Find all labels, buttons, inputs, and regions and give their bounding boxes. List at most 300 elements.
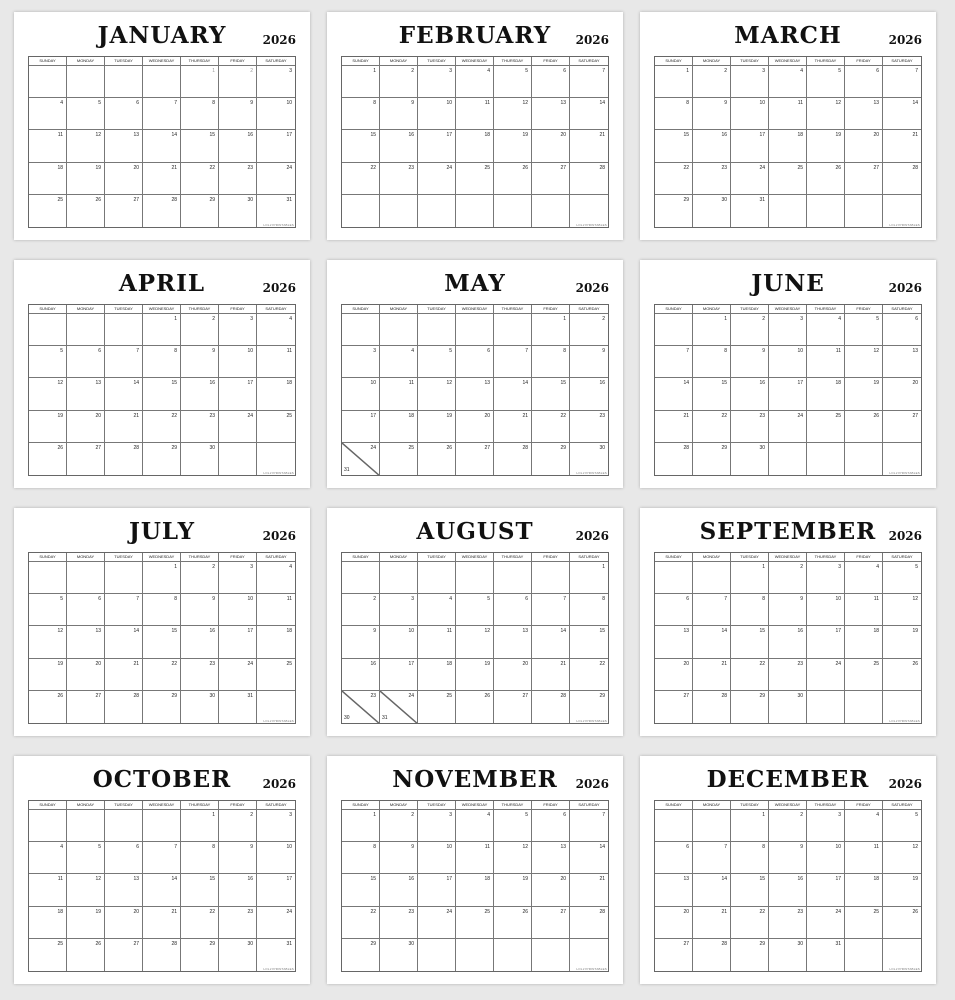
day-cell[interactable] xyxy=(105,346,143,378)
day-cell[interactable] xyxy=(845,98,883,130)
day-cell[interactable] xyxy=(532,562,570,594)
day-cell[interactable] xyxy=(731,314,769,346)
day-cell[interactable] xyxy=(883,378,921,410)
day-cell[interactable] xyxy=(456,411,494,443)
day-cell[interactable] xyxy=(807,626,845,658)
day-cell[interactable] xyxy=(769,314,807,346)
day-cell[interactable] xyxy=(380,195,418,227)
day-cell[interactable] xyxy=(29,810,67,842)
day-cell[interactable] xyxy=(494,907,532,939)
day-cell[interactable] xyxy=(257,314,295,346)
day-cell[interactable] xyxy=(418,594,456,626)
day-cell[interactable] xyxy=(380,810,418,842)
day-cell[interactable] xyxy=(456,810,494,842)
day-cell[interactable] xyxy=(342,907,380,939)
day-cell[interactable] xyxy=(731,378,769,410)
day-cell[interactable] xyxy=(883,874,921,906)
day-cell[interactable] xyxy=(342,130,380,162)
day-cell[interactable] xyxy=(845,562,883,594)
day-cell[interactable] xyxy=(655,626,693,658)
day-cell[interactable] xyxy=(380,163,418,195)
day-cell[interactable] xyxy=(143,411,181,443)
day-cell[interactable] xyxy=(494,130,532,162)
day-cell[interactable] xyxy=(494,346,532,378)
day-cell[interactable] xyxy=(257,907,295,939)
day-cell[interactable] xyxy=(532,939,570,971)
day-cell[interactable] xyxy=(105,939,143,971)
day-cell[interactable] xyxy=(418,378,456,410)
day-cell[interactable] xyxy=(418,626,456,658)
day-cell[interactable] xyxy=(769,163,807,195)
day-cell[interactable] xyxy=(807,810,845,842)
day-cell[interactable] xyxy=(655,98,693,130)
day-cell[interactable] xyxy=(67,314,105,346)
day-cell[interactable] xyxy=(105,378,143,410)
day-cell[interactable] xyxy=(257,562,295,594)
day-cell[interactable] xyxy=(807,907,845,939)
day-cell[interactable] xyxy=(570,346,608,378)
day-cell[interactable] xyxy=(769,98,807,130)
day-cell[interactable] xyxy=(570,562,608,594)
day-cell[interactable] xyxy=(494,163,532,195)
day-cell[interactable] xyxy=(181,314,219,346)
day-cell[interactable] xyxy=(731,346,769,378)
day-cell[interactable] xyxy=(418,163,456,195)
day-cell[interactable] xyxy=(219,562,257,594)
day-cell[interactable] xyxy=(219,626,257,658)
day-cell[interactable] xyxy=(257,163,295,195)
day-cell[interactable] xyxy=(731,562,769,594)
day-cell[interactable] xyxy=(807,443,845,475)
day-cell[interactable] xyxy=(67,939,105,971)
day-cell[interactable] xyxy=(380,939,418,971)
day-cell[interactable] xyxy=(143,594,181,626)
day-cell[interactable] xyxy=(494,443,532,475)
day-cell[interactable] xyxy=(105,163,143,195)
day-cell[interactable] xyxy=(380,411,418,443)
day-cell[interactable] xyxy=(219,66,257,98)
day-cell[interactable] xyxy=(731,443,769,475)
day-cell[interactable] xyxy=(769,562,807,594)
day-cell[interactable] xyxy=(456,378,494,410)
day-cell[interactable] xyxy=(181,874,219,906)
day-cell[interactable] xyxy=(532,195,570,227)
day-cell[interactable] xyxy=(807,594,845,626)
day-cell[interactable] xyxy=(494,842,532,874)
day-cell[interactable] xyxy=(456,594,494,626)
day-cell[interactable] xyxy=(342,810,380,842)
day-cell[interactable] xyxy=(807,346,845,378)
day-cell[interactable] xyxy=(731,130,769,162)
day-cell[interactable] xyxy=(181,98,219,130)
day-cell[interactable] xyxy=(29,626,67,658)
day-cell[interactable] xyxy=(257,810,295,842)
day-cell[interactable] xyxy=(181,594,219,626)
day-cell[interactable] xyxy=(29,98,67,130)
day-cell[interactable] xyxy=(693,659,731,691)
day-cell[interactable] xyxy=(143,130,181,162)
day-cell[interactable] xyxy=(456,443,494,475)
day-cell[interactable] xyxy=(257,842,295,874)
day-cell[interactable] xyxy=(143,939,181,971)
day-cell[interactable] xyxy=(655,691,693,723)
day-cell[interactable] xyxy=(219,130,257,162)
day-cell[interactable] xyxy=(181,443,219,475)
day-cell[interactable] xyxy=(418,842,456,874)
day-cell[interactable] xyxy=(181,130,219,162)
day-cell[interactable] xyxy=(105,594,143,626)
day-cell[interactable] xyxy=(807,378,845,410)
day-cell[interactable] xyxy=(769,691,807,723)
day-cell[interactable] xyxy=(655,66,693,98)
day-cell[interactable] xyxy=(181,691,219,723)
day-cell[interactable] xyxy=(257,130,295,162)
day-cell[interactable] xyxy=(655,842,693,874)
day-cell[interactable] xyxy=(769,842,807,874)
day-cell[interactable] xyxy=(418,691,456,723)
day-cell[interactable] xyxy=(219,98,257,130)
day-cell[interactable] xyxy=(181,378,219,410)
day-cell[interactable] xyxy=(693,562,731,594)
day-cell[interactable] xyxy=(494,314,532,346)
day-cell[interactable] xyxy=(181,810,219,842)
day-cell[interactable] xyxy=(807,98,845,130)
day-cell[interactable] xyxy=(219,842,257,874)
day-cell[interactable] xyxy=(67,691,105,723)
day-cell[interactable] xyxy=(456,130,494,162)
day-cell[interactable] xyxy=(655,346,693,378)
day-cell[interactable] xyxy=(883,346,921,378)
day-cell[interactable] xyxy=(29,907,67,939)
day-cell[interactable] xyxy=(693,626,731,658)
day-cell[interactable] xyxy=(883,98,921,130)
day-cell[interactable] xyxy=(570,626,608,658)
day-cell[interactable] xyxy=(418,195,456,227)
day-cell[interactable] xyxy=(731,907,769,939)
day-cell[interactable] xyxy=(845,939,883,971)
day-cell[interactable] xyxy=(494,691,532,723)
day-cell[interactable] xyxy=(29,163,67,195)
day-cell[interactable] xyxy=(342,939,380,971)
day-cell[interactable] xyxy=(181,195,219,227)
day-cell[interactable] xyxy=(418,810,456,842)
day-cell[interactable] xyxy=(655,907,693,939)
day-cell[interactable] xyxy=(380,907,418,939)
day-cell[interactable] xyxy=(731,874,769,906)
day-cell[interactable] xyxy=(570,163,608,195)
day-cell[interactable] xyxy=(807,163,845,195)
day-cell[interactable] xyxy=(418,939,456,971)
day-cell[interactable] xyxy=(845,443,883,475)
day-cell[interactable] xyxy=(693,66,731,98)
day-cell[interactable] xyxy=(494,98,532,130)
day-cell[interactable] xyxy=(257,594,295,626)
day-cell[interactable] xyxy=(532,874,570,906)
day-cell[interactable] xyxy=(807,314,845,346)
day-cell[interactable] xyxy=(731,842,769,874)
day-cell[interactable] xyxy=(456,907,494,939)
day-cell[interactable] xyxy=(532,346,570,378)
day-cell[interactable] xyxy=(380,66,418,98)
day-cell[interactable] xyxy=(769,939,807,971)
day-cell[interactable] xyxy=(845,907,883,939)
day-cell[interactable] xyxy=(105,810,143,842)
day-cell[interactable] xyxy=(655,314,693,346)
day-cell[interactable] xyxy=(731,66,769,98)
day-cell[interactable] xyxy=(105,98,143,130)
day-cell[interactable] xyxy=(845,626,883,658)
day-cell[interactable] xyxy=(494,810,532,842)
day-cell[interactable] xyxy=(693,130,731,162)
day-cell[interactable] xyxy=(105,195,143,227)
day-cell[interactable] xyxy=(693,195,731,227)
day-cell[interactable] xyxy=(219,907,257,939)
day-cell[interactable] xyxy=(693,907,731,939)
day-cell[interactable] xyxy=(532,594,570,626)
day-cell[interactable] xyxy=(693,411,731,443)
day-cell[interactable] xyxy=(105,907,143,939)
day-cell[interactable] xyxy=(570,411,608,443)
day-cell[interactable] xyxy=(105,659,143,691)
day-cell[interactable] xyxy=(883,594,921,626)
day-cell[interactable] xyxy=(655,130,693,162)
day-cell[interactable] xyxy=(731,594,769,626)
day-cell[interactable] xyxy=(418,346,456,378)
day-cell[interactable] xyxy=(570,130,608,162)
day-cell[interactable] xyxy=(67,66,105,98)
day-cell[interactable] xyxy=(143,659,181,691)
day-cell[interactable] xyxy=(532,130,570,162)
day-cell[interactable] xyxy=(532,659,570,691)
day-cell[interactable] xyxy=(570,378,608,410)
day-cell[interactable] xyxy=(769,907,807,939)
day-cell[interactable] xyxy=(181,939,219,971)
day-cell[interactable] xyxy=(883,66,921,98)
day-cell[interactable] xyxy=(105,130,143,162)
day-cell[interactable] xyxy=(655,874,693,906)
day-cell[interactable] xyxy=(655,659,693,691)
day-cell[interactable] xyxy=(105,314,143,346)
day-cell[interactable] xyxy=(456,659,494,691)
day-cell[interactable] xyxy=(418,907,456,939)
day-cell[interactable] xyxy=(845,346,883,378)
day-cell[interactable] xyxy=(380,98,418,130)
day-cell[interactable] xyxy=(380,594,418,626)
day-cell[interactable] xyxy=(693,346,731,378)
day-cell[interactable] xyxy=(494,626,532,658)
day-cell[interactable] xyxy=(29,346,67,378)
day-cell[interactable] xyxy=(570,594,608,626)
day-cell[interactable] xyxy=(380,842,418,874)
day-cell[interactable] xyxy=(143,378,181,410)
day-cell[interactable] xyxy=(219,195,257,227)
day-cell[interactable] xyxy=(342,98,380,130)
day-cell[interactable] xyxy=(693,594,731,626)
day-cell[interactable] xyxy=(181,907,219,939)
day-cell[interactable] xyxy=(342,691,380,723)
day-cell[interactable] xyxy=(67,594,105,626)
day-cell[interactable] xyxy=(845,378,883,410)
day-cell[interactable] xyxy=(143,810,181,842)
day-cell[interactable] xyxy=(769,195,807,227)
day-cell[interactable] xyxy=(456,874,494,906)
day-cell[interactable] xyxy=(105,443,143,475)
day-cell[interactable] xyxy=(29,594,67,626)
day-cell[interactable] xyxy=(181,66,219,98)
day-cell[interactable] xyxy=(219,411,257,443)
day-cell[interactable] xyxy=(380,346,418,378)
day-cell[interactable] xyxy=(769,378,807,410)
day-cell[interactable] xyxy=(655,939,693,971)
day-cell[interactable] xyxy=(380,874,418,906)
day-cell[interactable] xyxy=(342,411,380,443)
day-cell[interactable] xyxy=(532,66,570,98)
day-cell[interactable] xyxy=(807,939,845,971)
day-cell[interactable] xyxy=(29,562,67,594)
day-cell[interactable] xyxy=(67,163,105,195)
day-cell[interactable] xyxy=(181,842,219,874)
day-cell[interactable] xyxy=(29,691,67,723)
day-cell[interactable] xyxy=(731,98,769,130)
day-cell[interactable] xyxy=(143,562,181,594)
day-cell[interactable] xyxy=(257,98,295,130)
day-cell[interactable] xyxy=(67,411,105,443)
day-cell[interactable] xyxy=(29,939,67,971)
day-cell[interactable] xyxy=(67,874,105,906)
day-cell[interactable] xyxy=(67,130,105,162)
day-cell[interactable] xyxy=(494,659,532,691)
day-cell[interactable] xyxy=(29,195,67,227)
day-cell[interactable] xyxy=(883,907,921,939)
day-cell[interactable] xyxy=(67,562,105,594)
day-cell[interactable] xyxy=(29,874,67,906)
day-cell[interactable] xyxy=(532,378,570,410)
day-cell[interactable] xyxy=(731,626,769,658)
day-cell[interactable] xyxy=(883,659,921,691)
day-cell[interactable] xyxy=(693,842,731,874)
day-cell[interactable] xyxy=(257,66,295,98)
day-cell[interactable] xyxy=(257,378,295,410)
day-cell[interactable] xyxy=(181,346,219,378)
day-cell[interactable] xyxy=(731,691,769,723)
day-cell[interactable] xyxy=(883,130,921,162)
day-cell[interactable] xyxy=(769,659,807,691)
day-cell[interactable] xyxy=(807,66,845,98)
day-cell[interactable] xyxy=(456,195,494,227)
day-cell[interactable] xyxy=(67,195,105,227)
day-cell[interactable] xyxy=(769,411,807,443)
day-cell[interactable] xyxy=(29,659,67,691)
day-cell[interactable] xyxy=(570,314,608,346)
day-cell[interactable] xyxy=(769,130,807,162)
day-cell[interactable] xyxy=(418,130,456,162)
day-cell[interactable] xyxy=(257,411,295,443)
day-cell[interactable] xyxy=(845,66,883,98)
day-cell[interactable] xyxy=(418,443,456,475)
day-cell[interactable] xyxy=(570,66,608,98)
day-cell[interactable] xyxy=(143,66,181,98)
day-cell[interactable] xyxy=(655,411,693,443)
day-cell[interactable] xyxy=(342,443,380,475)
day-cell[interactable] xyxy=(342,314,380,346)
day-cell[interactable] xyxy=(807,659,845,691)
day-cell[interactable] xyxy=(494,594,532,626)
day-cell[interactable] xyxy=(143,626,181,658)
day-cell[interactable] xyxy=(105,874,143,906)
day-cell[interactable] xyxy=(219,443,257,475)
day-cell[interactable] xyxy=(570,98,608,130)
day-cell[interactable] xyxy=(29,842,67,874)
day-cell[interactable] xyxy=(456,314,494,346)
day-cell[interactable] xyxy=(532,810,570,842)
day-cell[interactable] xyxy=(456,346,494,378)
day-cell[interactable] xyxy=(105,842,143,874)
day-cell[interactable] xyxy=(342,874,380,906)
day-cell[interactable] xyxy=(29,378,67,410)
day-cell[interactable] xyxy=(219,594,257,626)
day-cell[interactable] xyxy=(570,810,608,842)
day-cell[interactable] xyxy=(532,314,570,346)
day-cell[interactable] xyxy=(219,346,257,378)
day-cell[interactable] xyxy=(532,691,570,723)
day-cell[interactable] xyxy=(883,842,921,874)
day-cell[interactable] xyxy=(181,411,219,443)
day-cell[interactable] xyxy=(693,874,731,906)
day-cell[interactable] xyxy=(143,314,181,346)
day-cell[interactable] xyxy=(494,378,532,410)
day-cell[interactable] xyxy=(29,314,67,346)
day-cell[interactable] xyxy=(143,443,181,475)
day-cell[interactable] xyxy=(532,907,570,939)
day-cell[interactable] xyxy=(67,907,105,939)
day-cell[interactable] xyxy=(181,163,219,195)
day-cell[interactable] xyxy=(456,626,494,658)
day-cell[interactable] xyxy=(380,443,418,475)
day-cell[interactable] xyxy=(143,691,181,723)
day-cell[interactable] xyxy=(257,346,295,378)
day-cell[interactable] xyxy=(655,594,693,626)
day-cell[interactable] xyxy=(456,98,494,130)
day-cell[interactable] xyxy=(456,562,494,594)
day-cell[interactable] xyxy=(494,939,532,971)
day-cell[interactable] xyxy=(769,594,807,626)
day-cell[interactable] xyxy=(342,659,380,691)
day-cell[interactable] xyxy=(570,907,608,939)
day-cell[interactable] xyxy=(181,659,219,691)
day-cell[interactable] xyxy=(257,874,295,906)
day-cell[interactable] xyxy=(494,562,532,594)
day-cell[interactable] xyxy=(342,626,380,658)
day-cell[interactable] xyxy=(845,659,883,691)
day-cell[interactable] xyxy=(570,842,608,874)
day-cell[interactable] xyxy=(181,626,219,658)
day-cell[interactable] xyxy=(29,443,67,475)
day-cell[interactable] xyxy=(219,939,257,971)
day-cell[interactable] xyxy=(67,378,105,410)
day-cell[interactable] xyxy=(257,659,295,691)
day-cell[interactable] xyxy=(257,626,295,658)
day-cell[interactable] xyxy=(532,443,570,475)
day-cell[interactable] xyxy=(731,163,769,195)
day-cell[interactable] xyxy=(655,443,693,475)
day-cell[interactable] xyxy=(418,411,456,443)
day-cell[interactable] xyxy=(807,562,845,594)
day-cell[interactable] xyxy=(494,411,532,443)
day-cell[interactable] xyxy=(380,691,418,723)
day-cell[interactable] xyxy=(769,810,807,842)
day-cell[interactable] xyxy=(456,163,494,195)
day-cell[interactable] xyxy=(219,810,257,842)
